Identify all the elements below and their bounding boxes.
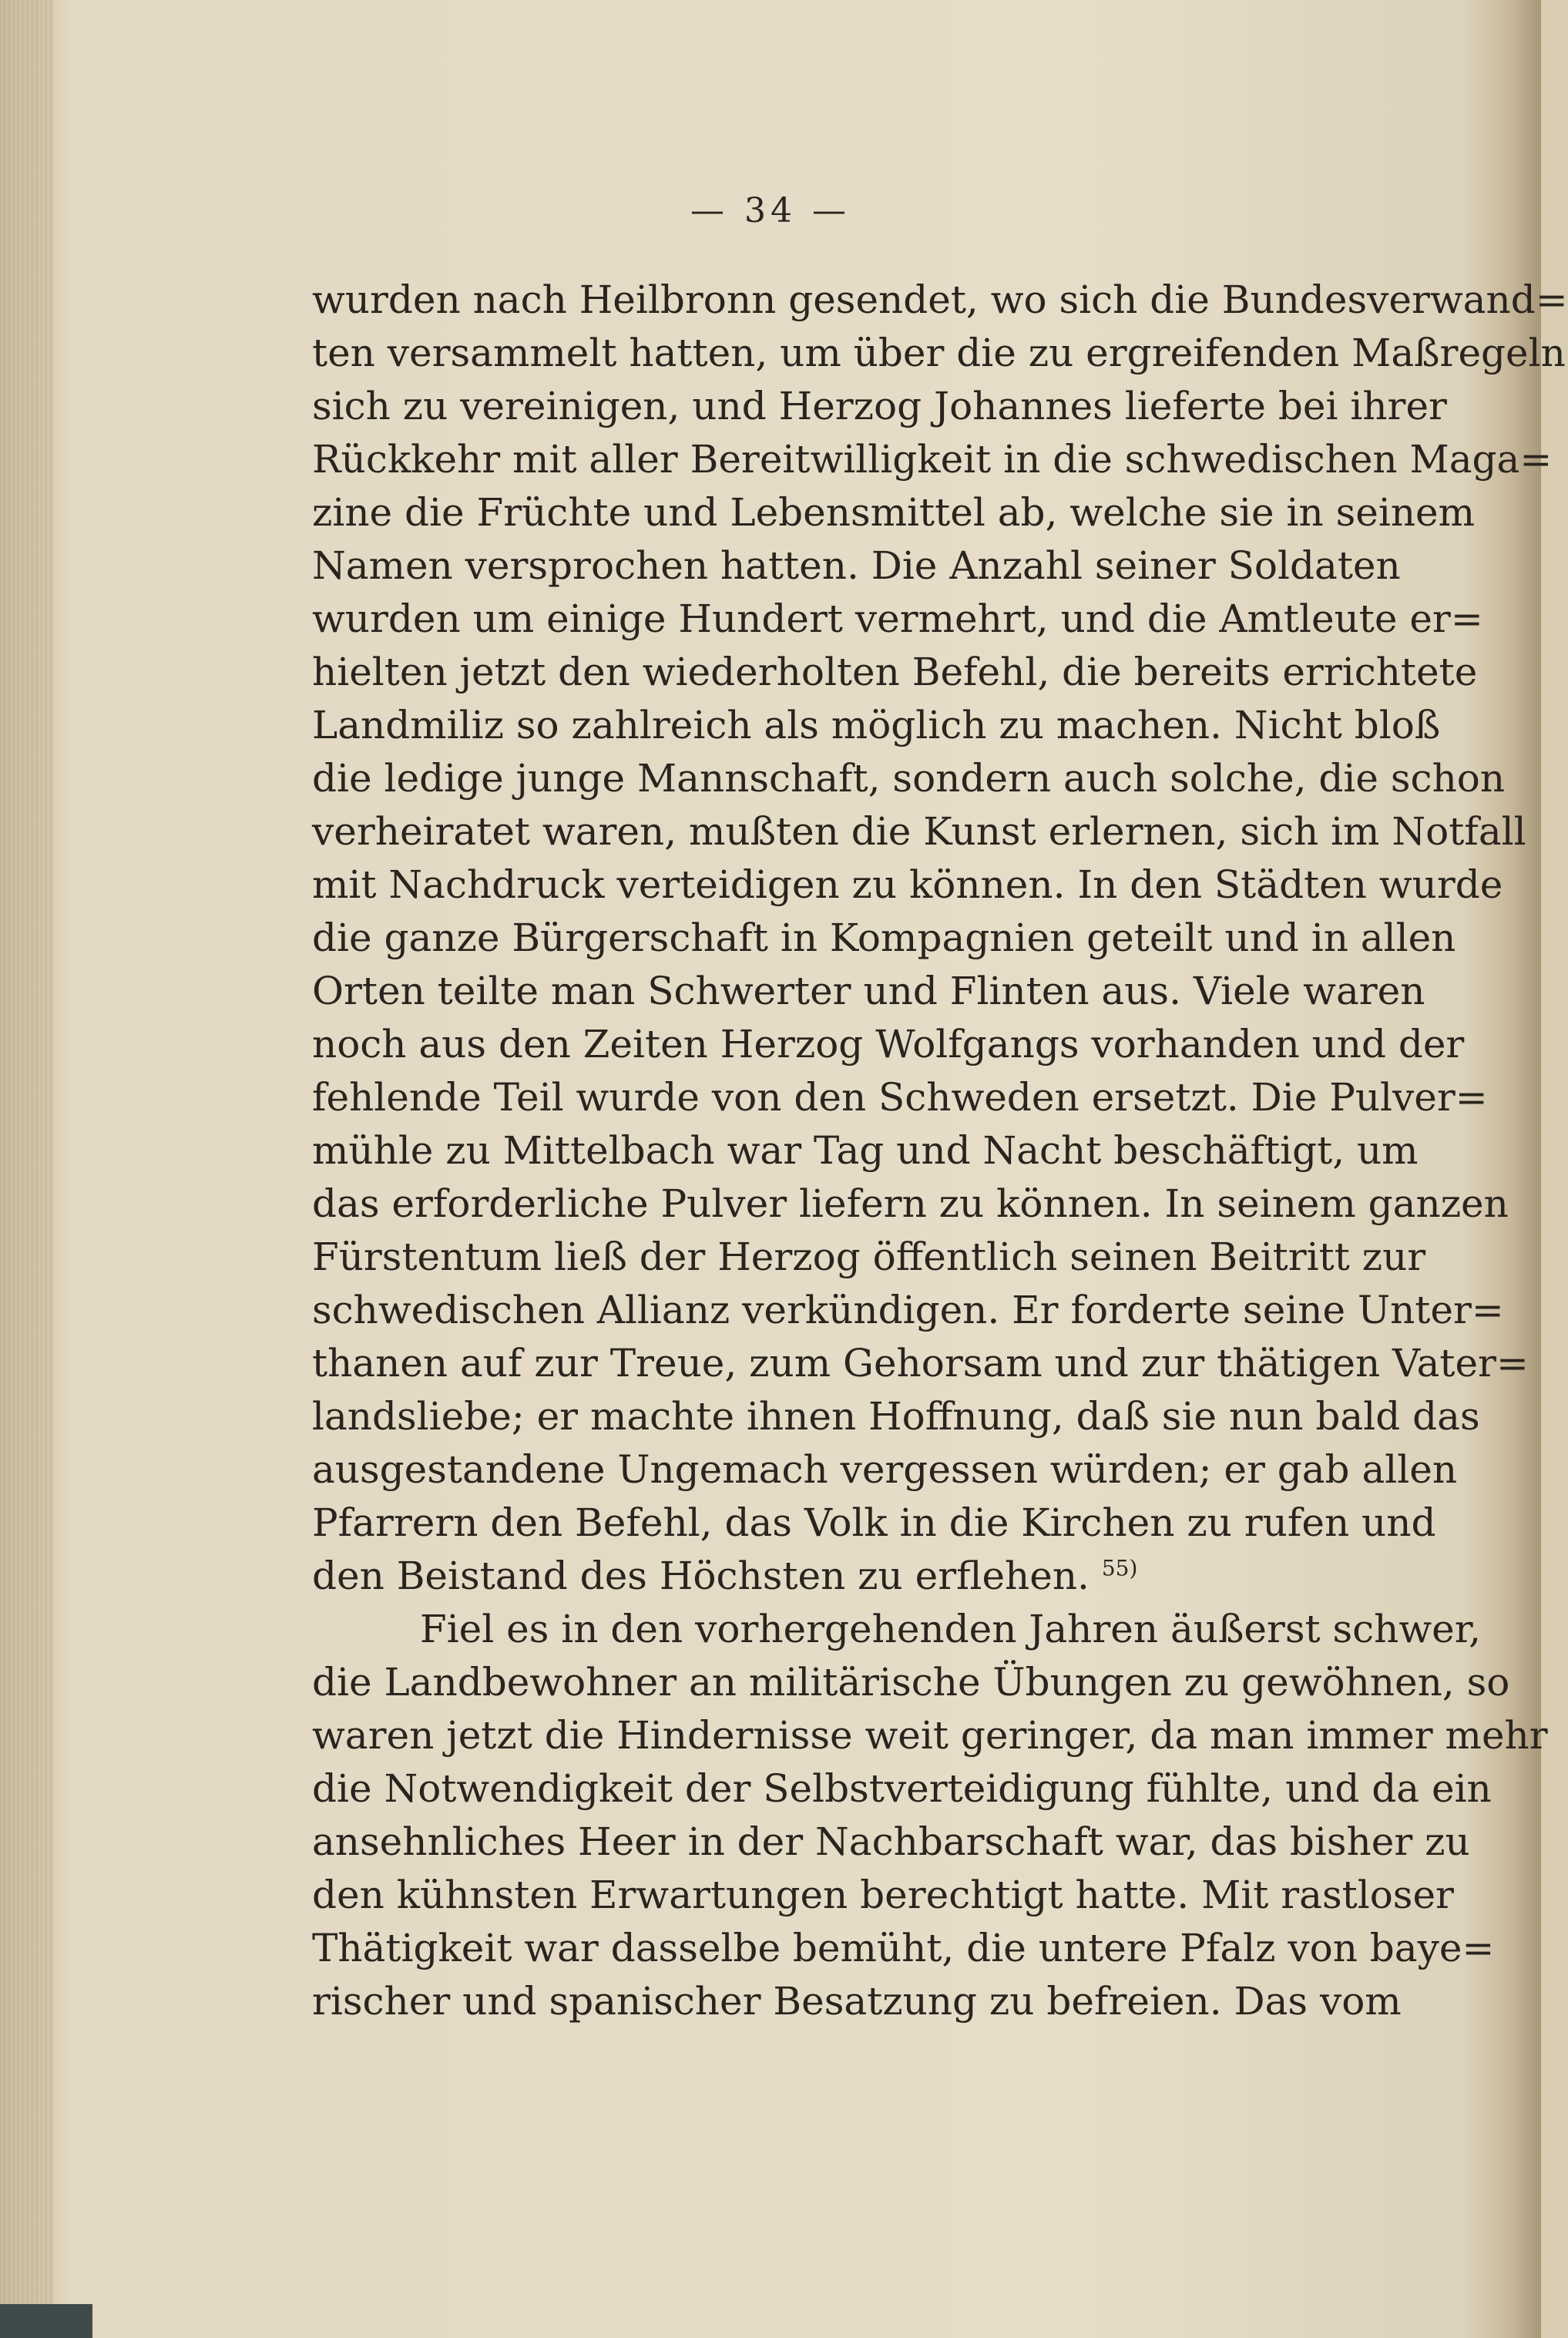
text-line: Pfarrern den Befehl, das Volk in die Kirchen zu rufen und bbox=[312, 1500, 1436, 1545]
page-number: — 34 — bbox=[690, 191, 851, 230]
text-line: noch aus den Zeiten Herzog Wolfgangs vorhanden und der bbox=[312, 1022, 1465, 1067]
text-line: ausgestandene Ungemach vergessen würden; er gab allen bbox=[312, 1447, 1458, 1492]
text-line: die Landbewohner an militärische Übungen zu gewöhnen, so bbox=[312, 1660, 1510, 1705]
text-line: verheiratet waren, mußten die Kunst erlernen, sich im Notfall bbox=[312, 809, 1526, 854]
text-line bbox=[312, 1550, 1391, 1603]
text-line: hielten jetzt den wiederholten Befehl, die bereits errichtete bbox=[312, 650, 1478, 694]
text-line: thanen auf zur Treue, zum Gehorsam und zur thätigen Vater= bbox=[312, 1341, 1529, 1386]
text-line: Landmiliz so zahlreich als möglich zu machen. Nicht bloß bbox=[312, 703, 1441, 747]
text-line: schwedischen Allianz verkündigen. Er forderte seine Unter= bbox=[312, 1288, 1504, 1332]
text-line: sich zu vereinigen, und Herzog Johannes lieferte bei ihrer bbox=[312, 384, 1447, 428]
text-line: die Notwendigkeit der Selbstverteidigung fühlte, und da ein bbox=[312, 1766, 1492, 1811]
text-line: Namen versprochen hatten. Die Anzahl seiner Soldaten bbox=[312, 543, 1401, 588]
text-line: Fürstentum ließ der Herzog öffentlich seinen Beitritt zur bbox=[312, 1235, 1426, 1279]
text-line: ten versammelt hatten, um über die zu ergreifenden Maßregeln bbox=[312, 331, 1566, 375]
text-line: die ledige junge Mannschaft, sondern auch solche, die schon bbox=[312, 756, 1506, 801]
page-edges bbox=[0, 0, 54, 2338]
text-line: das erforderliche Pulver liefern zu können. In seinem ganzen bbox=[312, 1181, 1509, 1226]
text-line: Rückkehr mit aller Bereitwilligkeit in die schwedischen Maga= bbox=[312, 437, 1553, 482]
text-line: den kühnsten Erwartungen berechtigt hatte. Mit rastloser bbox=[312, 1873, 1454, 1917]
text-line: die ganze Bürgerschaft in Kompagnien geteilt und in allen bbox=[312, 915, 1456, 960]
text-line: wurden nach Heilbronn gesendet, wo sich die Bundesverwand= bbox=[312, 277, 1568, 322]
text-line: landsliebe; er machte ihnen Hoffnung, daß sie nun bald das bbox=[312, 1394, 1480, 1439]
text-line: fehlende Teil wurde von den Schweden ersetzt. Die Pulver= bbox=[312, 1075, 1488, 1120]
text-line: Orten teilte man Schwerter und Flinten aus. Viele waren bbox=[312, 969, 1425, 1013]
text-line: wurden um einige Hundert vermehrt, und die Amtleute er= bbox=[312, 596, 1483, 641]
text-line: zine die Früchte und Lebensmittel ab, welche sie in seinem bbox=[312, 490, 1476, 535]
text-line: waren jetzt die Hindernisse weit geringer, da man immer mehr bbox=[312, 1713, 1548, 1758]
book-binding bbox=[0, 2304, 92, 2338]
text-line: Fiel es in den vorhergehenden Jahren äußerst schwer, bbox=[420, 1607, 1482, 1651]
text-line: ansehnliches Heer in der Nachbarschaft war, das bisher zu bbox=[312, 1819, 1470, 1864]
text-line-content: den Beistand des Höchsten zu erflehen. bbox=[312, 1554, 1090, 1598]
text-line: mühle zu Mittelbach war Tag und Nacht beschäftigt, um bbox=[312, 1128, 1419, 1173]
text-line: rischer und spanischer Besatzung zu befreien. Das vom bbox=[312, 1979, 1402, 2024]
body-text bbox=[312, 274, 1568, 2028]
text-line: mit Nachdruck verteidigen zu können. In den Städten wurde bbox=[312, 862, 1503, 907]
footnote-reference: 55) bbox=[1101, 1555, 1138, 1581]
text-line: Thätigkeit war dasselbe bemüht, die untere Pfalz von baye= bbox=[312, 1926, 1495, 1970]
